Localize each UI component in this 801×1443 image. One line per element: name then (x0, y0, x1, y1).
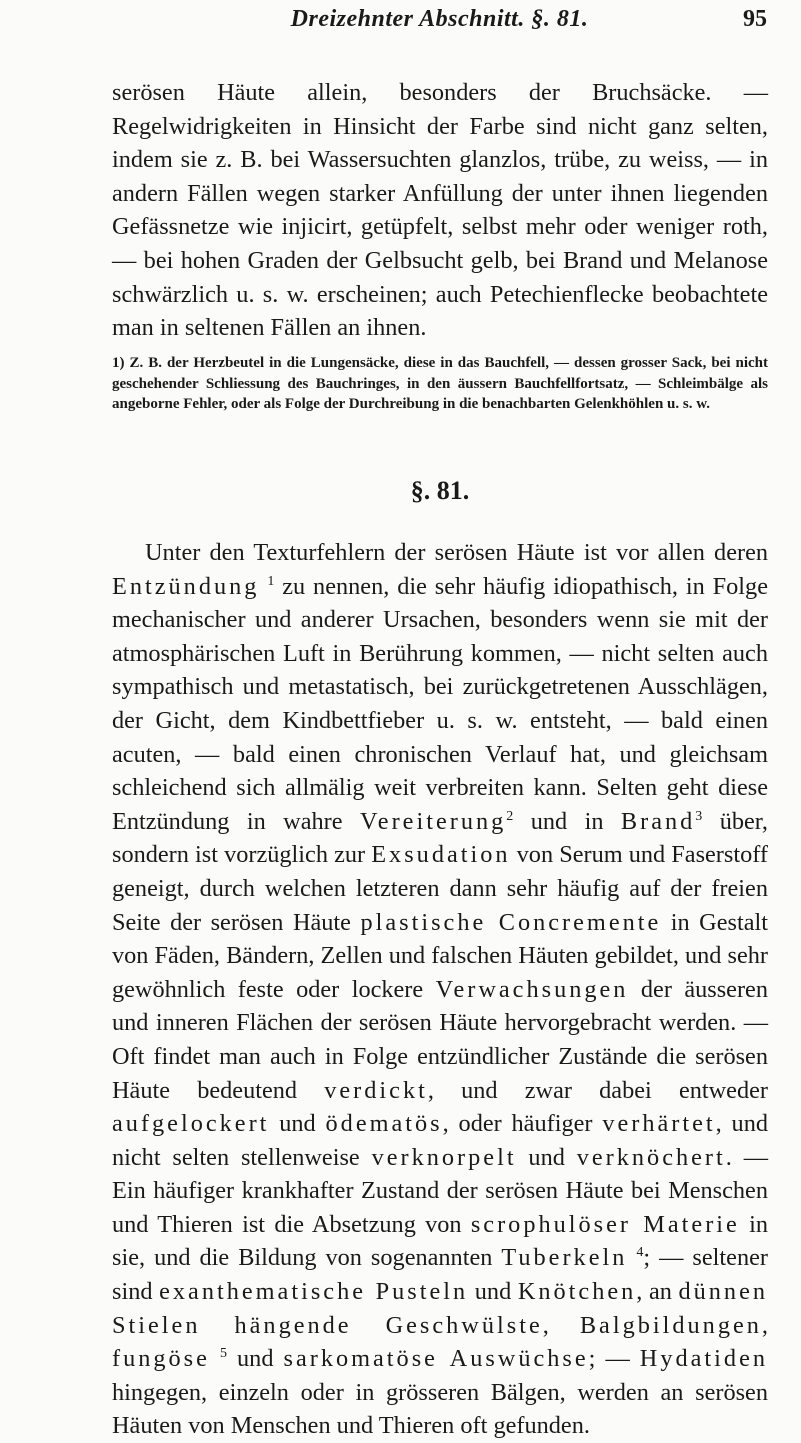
text-run: . — Ein häufiger krankhafter Zustand der serösen Häute bei Menschen und Thieren ist die Absetzung von (112, 1143, 768, 1238)
running-header (112, 6, 767, 46)
text-run: der äusseren und inneren Flächen der serösen Häute hervorgebracht werden. — Oft findet man auch in Folge entzündlicher Zustände die serösen Häute bedeutend (112, 975, 768, 1104)
text-run: in Gestalt von Fäden, Bändern, Zellen und falschen Häuten gebildet, und sehr gewöhnlich feste oder lockere (112, 908, 768, 1003)
emphasis-term: aufgelockert (112, 1110, 270, 1138)
emphasis-term: dünnen Stielen hängende Geschwülste (112, 1278, 769, 1339)
text-run: , (542, 1311, 580, 1339)
section-heading: §. 81. (410, 476, 470, 505)
text-run: von Serum und Faserstoff geneigt, durch welchen letzteren dann sehr häufig auf der freien Seite der serösen Häute (112, 841, 768, 936)
emphasis-term: sarkomatöse Auswüchse (283, 1345, 589, 1373)
emphasis-term: plastische Concremente (360, 908, 662, 936)
emphasis-term: exanthematische Pusteln (159, 1278, 469, 1306)
footnote-marker: 3 (695, 808, 703, 824)
text-run: ; — (588, 1345, 640, 1373)
emphasis-term: fungöse (112, 1345, 210, 1373)
footnote-block (112, 353, 768, 415)
footnote-marker: 5 (219, 1346, 227, 1362)
text-run: , an (636, 1278, 679, 1306)
emphasis-term: verknorpelt (371, 1143, 517, 1171)
text-run: hingegen, einzeln oder in grösseren Bälgen, werden an serösen Häuten von Menschen und Thieren oft gefunden. (112, 1378, 768, 1440)
text-run: , und zwar dabei entweder (427, 1076, 768, 1104)
text-run: zu nennen, die sehr häufig idiopathisch, in Folge mechanischer und anderer Ursachen, besonders wenn sie mit der atmosphärischen Luft in Berührung kommen, — nicht selten auch sympathisch und metastatisch, bei zurückgetretenen Ausschlägen, der Gicht, dem Kindbettfieber u. s. w. entsteht, — bald einen acuten, — bald einen chronischen Verlauf hat, und gleichsam schleichend sich allmälig weit verbreiten kann. Selten geht diese Entzündung in wahre (112, 572, 768, 835)
section-body-block (112, 536, 768, 1443)
text-run: und (226, 1345, 284, 1373)
text-run: Unter den Texturfehlern der serösen Häute ist vor allen deren (145, 539, 768, 566)
emphasis-term: Knötchen (517, 1278, 637, 1306)
text-run: , (761, 1311, 768, 1339)
emphasis-term: Vereiterung (359, 807, 507, 835)
text-run: , und nicht selten stellenweise (112, 1110, 768, 1171)
text-run: , oder häufiger (442, 1110, 603, 1138)
page-number: 95 (743, 6, 767, 32)
emphasis-term: Tuberkeln (501, 1244, 628, 1272)
footnote-marker: 2 (506, 808, 514, 824)
emphasis-term: verdickt (324, 1076, 428, 1104)
continued-paragraph: serösen Häute allein, besonders der Bruchsäcke. — Regelwidrigkeiten in Hinsicht der Farbe sind nicht ganz selten, indem sie z. B. bei Wassersuchten glanzlos, trübe, zu weiss, — in andern Fällen wegen starker Anfüllung der unter ihnen liegenden Gefässnetze wie injicirt, getüpfelt, selbst mehr oder weniger roth, — bei hohen Graden der Gelbsucht gelb, bei Brand und Melanose schwärzlich u. s. w. erscheinen; auch Petechienflecke beobachtete man in seltenen Fällen an ihnen. (112, 79, 768, 342)
footnote: 1) Z. B. der Herzbeutel in die Lungensäcke, diese in das Bauchfell, — dessen grosser Sack, bei nicht geschehender Schliessung des Bauchringes, in den äussern Bauchfellfortsatz, — Schleimbälge als angeborne Fehler, oder als Folge der Durchreibung in die benachbarten Gelenkhöhlen u. s. w. (112, 355, 768, 412)
emphasis-term: Balgbildungen (579, 1311, 762, 1339)
running-title: Dreizehnter Abschnitt. §. 81. (290, 6, 589, 32)
footnote-marker: 4 (636, 1245, 644, 1261)
text-run: ; — seltener sind (112, 1244, 768, 1306)
section-paragraph (112, 536, 768, 1443)
text-run: in sie, und die Bildung von sogenannten (112, 1210, 768, 1272)
emphasis-term: Brand (620, 807, 696, 835)
emphasis-term: Verwachsungen (435, 975, 629, 1003)
emphasis-term: Entzündung (112, 572, 260, 600)
text-run: über, sondern ist vorzüglich zur (112, 807, 768, 869)
text-run: und (269, 1110, 326, 1138)
emphasis-term: scrophulöser Materie (470, 1210, 740, 1238)
emphasis-term: verknöchert (576, 1143, 726, 1171)
emphasis-term: Hydatiden (639, 1345, 769, 1373)
text-run: und (468, 1278, 518, 1306)
emphasis-term: Exsudation (371, 841, 511, 869)
emphasis-term: ödematös (325, 1110, 443, 1138)
footnote-marker: 1 (267, 573, 275, 589)
text-run: und in (513, 807, 621, 835)
emphasis-term: verhärtet (602, 1110, 716, 1138)
continued-paragraph-block (112, 76, 768, 345)
text-run: und (516, 1143, 577, 1171)
